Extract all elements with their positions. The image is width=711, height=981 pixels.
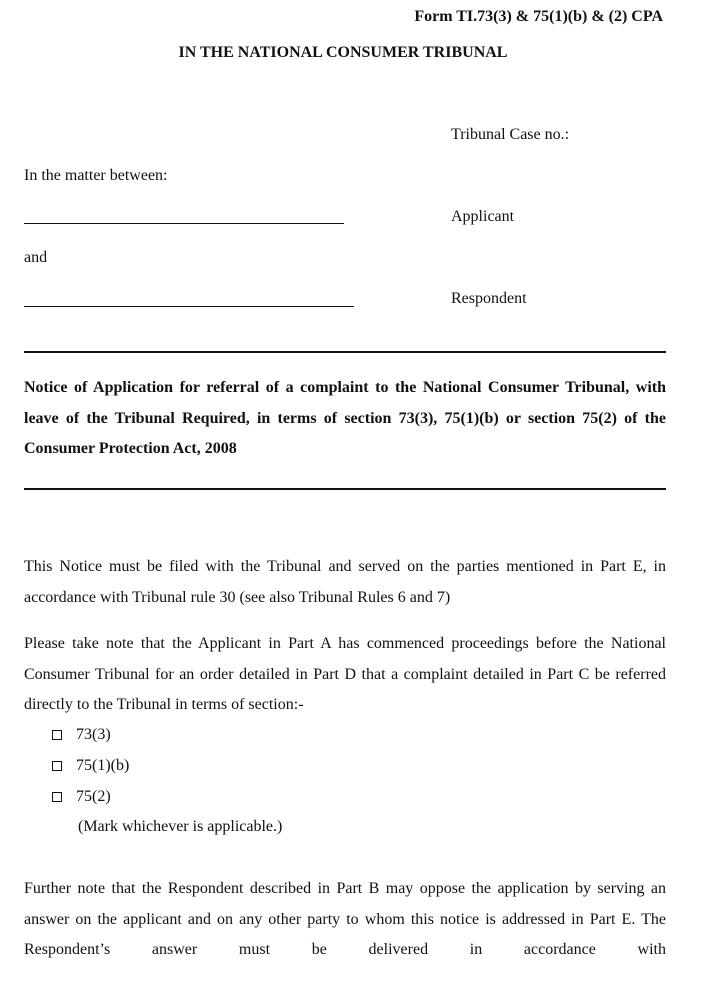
checkbox-73-3[interactable] (52, 730, 62, 740)
respondent-label: Respondent (451, 290, 527, 307)
option-label: 73(3) (76, 726, 111, 743)
applicant-label: Applicant (451, 208, 515, 225)
option-label: 75(2) (76, 788, 111, 805)
matter-between-label: In the matter between: (24, 167, 168, 184)
case-number-label: Tribunal Case no.: (451, 126, 570, 143)
mark-note: (Mark whichever is applicable.) (78, 818, 283, 835)
divider-bottom (24, 488, 666, 490)
checkbox-75-1-b[interactable] (52, 761, 62, 771)
opposition-paragraph: Further note that the Respondent described in Part B may oppose the application by serving an answer on the applicant and on any other party to whom this notice is addressed in Part E. The Respondent’s answer must be delivered in accordance with (24, 880, 666, 958)
option-75-1-b[interactable] (52, 756, 129, 776)
divider-top (24, 351, 666, 353)
proceedings-paragraph: Please take note that the Applicant in Part A has commenced proceedings before the National Consumer Tribunal for an order detailed in Part D that a complaint detailed in Part C be referred directly to the Tribunal in terms of section:- (24, 635, 666, 713)
form-reference: Form TI.73(3) & 75(1)(b) & (2) CPA (414, 8, 663, 25)
notice-title: Notice of Application for referral of a complaint to the National Consumer Tribunal, with leave of the Tribunal Required, in terms of section 73(3), 75(1)(b) or section 75(2) of the Consumer Protection Act, 2008 (24, 379, 666, 457)
respondent-name-line[interactable] (24, 306, 354, 307)
option-73-3[interactable] (52, 725, 111, 745)
option-label: 75(1)(b) (76, 757, 130, 774)
and-label: and (24, 249, 48, 266)
filing-paragraph: This Notice must be filed with the Tribunal and served on the parties mentioned in Part E, in accordance with Tribunal rule 30 (see also Tribunal Rules 6 and 7) (24, 558, 666, 606)
tribunal-heading: IN THE NATIONAL CONSUMER TRIBUNAL (178, 44, 508, 61)
checkbox-75-2[interactable] (52, 792, 62, 802)
applicant-name-line[interactable] (24, 223, 344, 224)
option-75-2[interactable] (52, 787, 111, 807)
